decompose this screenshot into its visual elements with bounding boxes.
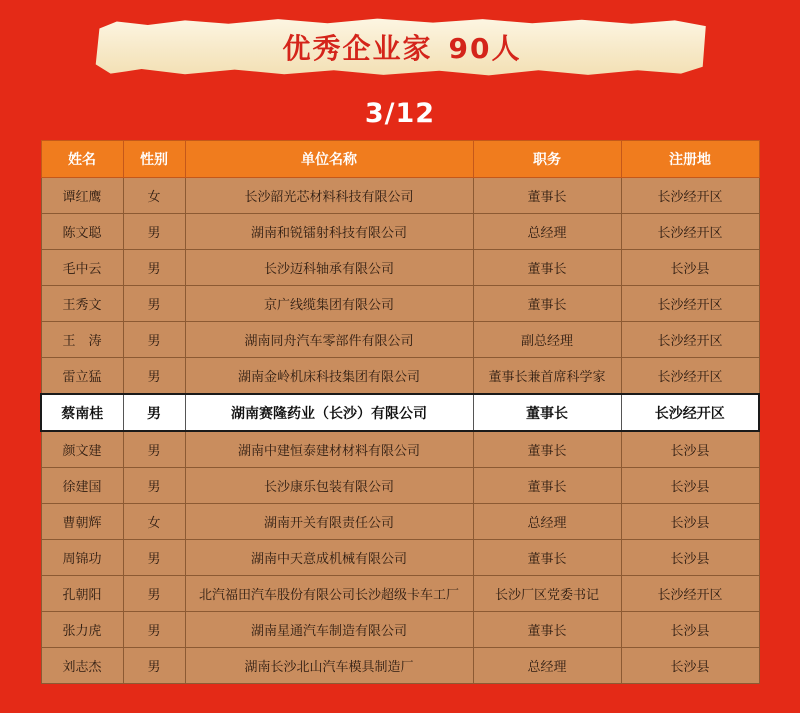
cell-title: 总经理: [473, 504, 621, 540]
cell-gender: 男: [123, 214, 185, 250]
cell-title: 副总经理: [473, 322, 621, 358]
cell-name: 周锦功: [41, 540, 123, 576]
cell-organization: 长沙迈科轴承有限公司: [185, 250, 473, 286]
table-header: [41, 141, 759, 178]
table-row: [41, 468, 759, 504]
cell-gender: 男: [123, 612, 185, 648]
table-row: [41, 250, 759, 286]
cell-title: 董事长: [473, 394, 621, 431]
cell-registration: 长沙县: [621, 468, 759, 504]
cell-registration: 长沙经开区: [621, 286, 759, 322]
cell-title: 董事长: [473, 612, 621, 648]
banner: [0, 0, 800, 92]
cell-gender: 男: [123, 468, 185, 504]
cell-registration: 长沙经开区: [621, 178, 759, 214]
cell-gender: 男: [123, 431, 185, 468]
table-row: [41, 322, 759, 358]
cell-organization: 湖南和锐镭射科技有限公司: [185, 214, 473, 250]
cell-registration: 长沙县: [621, 431, 759, 468]
cell-organization: 湖南金岭机床科技集团有限公司: [185, 358, 473, 395]
cell-registration: 长沙县: [621, 648, 759, 684]
cell-organization: 京广线缆集团有限公司: [185, 286, 473, 322]
table-header-row: [41, 141, 759, 178]
cell-registration: 长沙经开区: [621, 358, 759, 395]
column-header-title: 职务: [473, 141, 621, 178]
cell-organization: 湖南星通汽车制造有限公司: [185, 612, 473, 648]
table-row: [41, 540, 759, 576]
roster-table: [40, 140, 760, 684]
cell-organization: 湖南中建恒泰建材材料有限公司: [185, 431, 473, 468]
cell-gender: 女: [123, 178, 185, 214]
cell-name: 王秀文: [41, 286, 123, 322]
cell-gender: 男: [123, 322, 185, 358]
cell-registration: 长沙县: [621, 250, 759, 286]
cell-name: 蔡南桂: [41, 394, 123, 431]
cell-title: 董事长: [473, 286, 621, 322]
cell-title: 总经理: [473, 648, 621, 684]
cell-registration: 长沙县: [621, 540, 759, 576]
cell-name: 徐建国: [41, 468, 123, 504]
roster-table-container: [40, 140, 760, 684]
cell-name: 陈文聪: [41, 214, 123, 250]
cell-name: 刘志杰: [41, 648, 123, 684]
column-header-gender: 性别: [123, 141, 185, 178]
column-header-organization: 单位名称: [185, 141, 473, 178]
cell-registration: 长沙县: [621, 504, 759, 540]
cell-organization: 湖南长沙北山汽车模具制造厂: [185, 648, 473, 684]
cell-name: 张力虎: [41, 612, 123, 648]
table-row: [41, 431, 759, 468]
cell-name: 谭红鹰: [41, 178, 123, 214]
cell-organization: 湖南同舟汽车零部件有限公司: [185, 322, 473, 358]
cell-gender: 女: [123, 504, 185, 540]
table-row: [41, 576, 759, 612]
cell-registration: 长沙经开区: [621, 576, 759, 612]
table-row: [41, 178, 759, 214]
cell-title: 董事长: [473, 468, 621, 504]
cell-organization: 长沙康乐包装有限公司: [185, 468, 473, 504]
cell-gender: 男: [123, 394, 185, 431]
cell-title: 董事长: [473, 178, 621, 214]
cell-title: 总经理: [473, 214, 621, 250]
cell-registration: 长沙经开区: [621, 322, 759, 358]
table-row: [41, 394, 759, 431]
cell-gender: 男: [123, 540, 185, 576]
table-row: [41, 358, 759, 395]
cell-name: 颜文建: [41, 431, 123, 468]
cell-title: 董事长: [473, 540, 621, 576]
table-row: [41, 648, 759, 684]
table-row: [41, 286, 759, 322]
banner-title-text: 优秀企业家: [282, 32, 433, 65]
table-body: [41, 178, 759, 684]
cell-title: 董事长: [473, 431, 621, 468]
cell-gender: 男: [123, 358, 185, 395]
cell-name: 曹朝辉: [41, 504, 123, 540]
page-indicator: 3/12: [364, 98, 436, 129]
column-header-registration: 注册地: [621, 141, 759, 178]
cell-name: 毛中云: [41, 250, 123, 286]
banner-title: [92, 18, 712, 76]
cell-registration: 长沙县: [621, 612, 759, 648]
cell-organization: 长沙韶光芯材料科技有限公司: [185, 178, 473, 214]
cell-registration: 长沙经开区: [621, 214, 759, 250]
cell-title: 长沙厂区党委书记: [473, 576, 621, 612]
cell-gender: 男: [123, 286, 185, 322]
cell-name: 王 涛: [41, 322, 123, 358]
cell-gender: 男: [123, 648, 185, 684]
cell-registration: 长沙经开区: [621, 394, 759, 431]
column-header-name: 姓名: [41, 141, 123, 178]
cell-title: 董事长: [473, 250, 621, 286]
cell-gender: 男: [123, 250, 185, 286]
cell-gender: 男: [123, 576, 185, 612]
table-row: [41, 504, 759, 540]
cell-organization: 湖南赛隆药业（长沙）有限公司: [185, 394, 473, 431]
cell-organization: 湖南开关有限责任公司: [185, 504, 473, 540]
banner-count: 90人: [448, 32, 522, 65]
table-row: [41, 612, 759, 648]
table-row: [41, 214, 759, 250]
cell-organization: 北汽福田汽车股份有限公司长沙超级卡车工厂: [185, 576, 473, 612]
cell-name: 雷立猛: [41, 358, 123, 395]
cell-organization: 湖南中天意成机械有限公司: [185, 540, 473, 576]
cell-title: 董事长兼首席科学家: [473, 358, 621, 395]
cell-name: 孔朝阳: [41, 576, 123, 612]
